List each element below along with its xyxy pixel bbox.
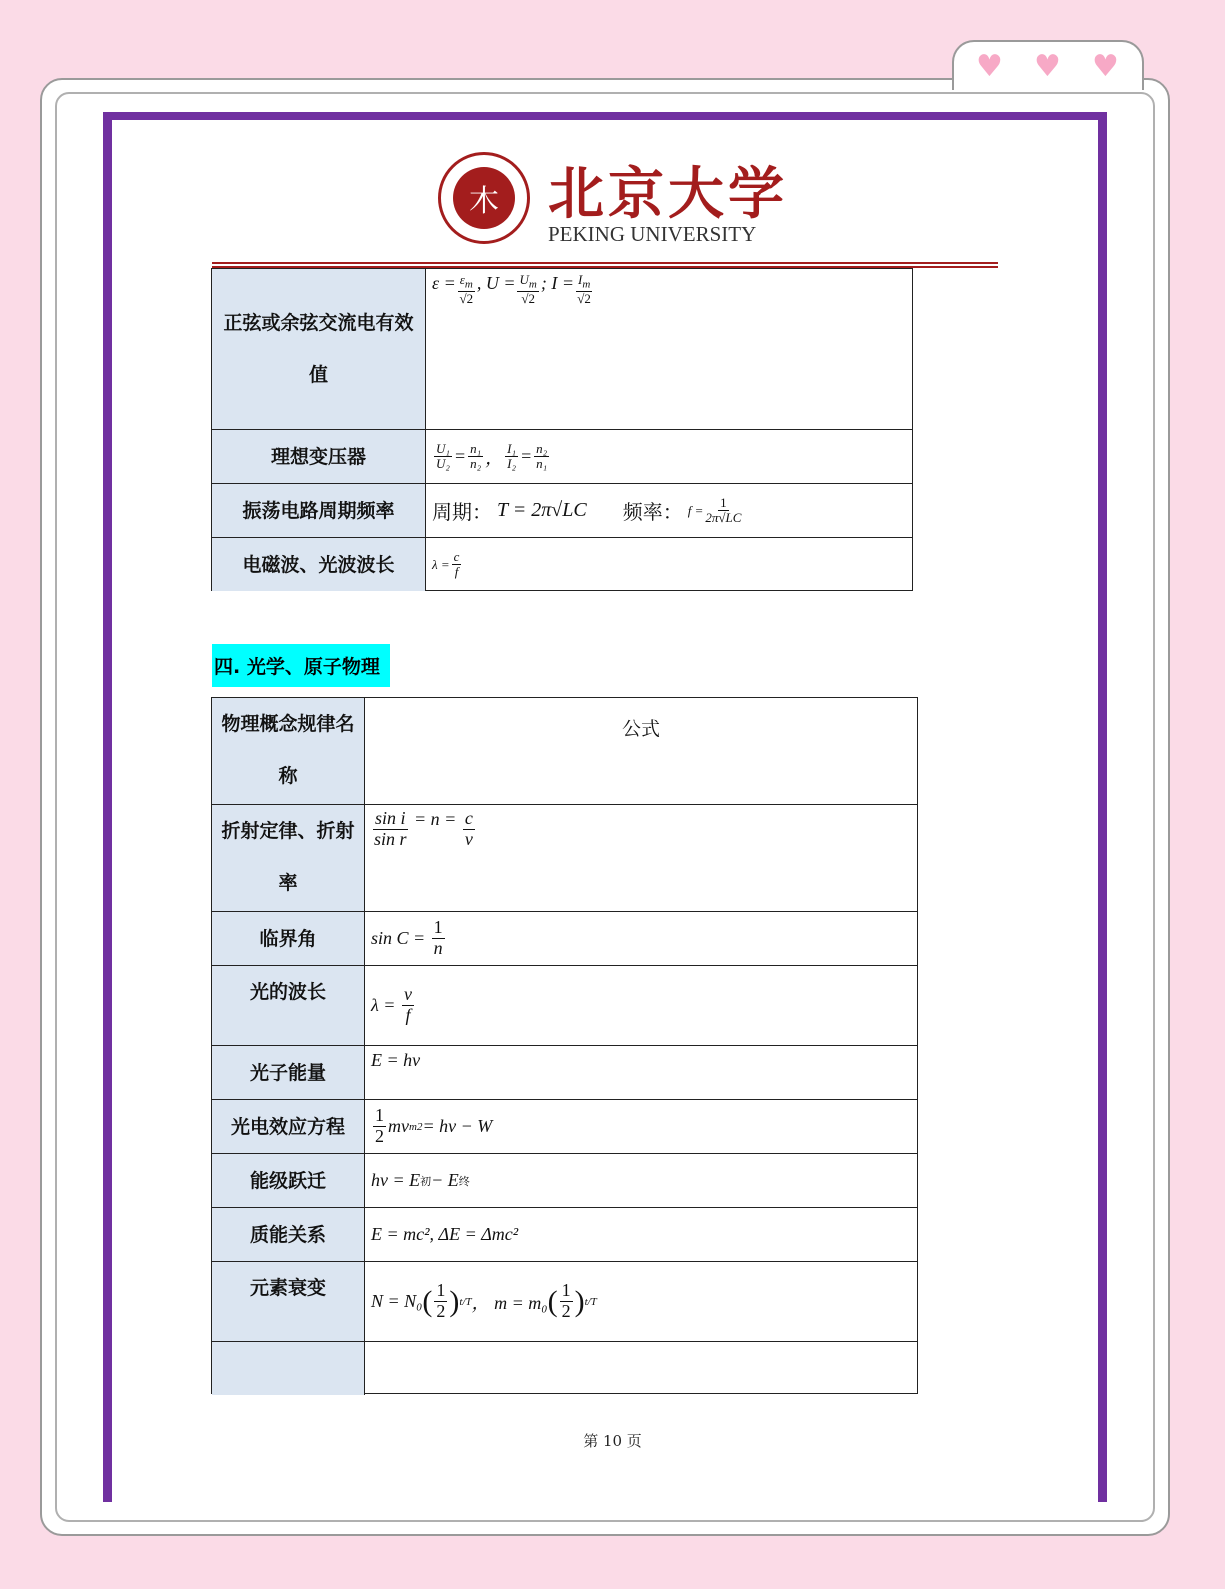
table-header-row: [212, 698, 917, 804]
formula-part: ; I =: [540, 273, 574, 293]
row-label: [212, 1342, 365, 1395]
formula: E = hν: [371, 1050, 421, 1070]
header-rule: [212, 262, 998, 264]
table-row: [212, 1153, 917, 1207]
table-row: [212, 1045, 917, 1099]
row-label: 光的波长: [212, 966, 365, 1045]
formula: λ = $\frac{c}{f}$: [432, 548, 460, 579]
table-row: [212, 804, 917, 911]
optics-table: [211, 697, 918, 1394]
table-row: [212, 1099, 917, 1153]
row-label: 电磁波、光波波长: [212, 538, 426, 591]
table-row: [212, 1207, 917, 1261]
formula: sin C = $\frac{1}{n}$: [371, 917, 443, 958]
table-row: [212, 269, 912, 429]
heart-tab: [952, 40, 1144, 90]
row-label: 临界角: [212, 912, 365, 965]
table-row: [212, 1261, 917, 1341]
university-seal: [438, 152, 530, 244]
row-label: 折射定律、折射率: [212, 805, 365, 911]
formula: 周期： T = 2π√LC 频率： f = $\frac{1}{2\pi√LC}$: [432, 494, 742, 525]
fraction: $\frac{\varepsilon_m}{√2}$: [459, 272, 474, 306]
row-label: 振荡电路周期频率: [212, 484, 426, 537]
formula: 1 2 mv m 2 = hν − W: [375, 1105, 493, 1146]
row-label: 能级跃迁: [212, 1154, 365, 1207]
row-label: 光子能量: [212, 1046, 365, 1099]
heart-icon: ♥: [976, 49, 1003, 84]
table-row: [212, 965, 917, 1045]
table-row: [212, 537, 912, 591]
row-label: 元素衰变: [212, 1262, 365, 1341]
fraction: $\frac{I_m}{√2}$: [577, 272, 591, 306]
table-row: [212, 483, 912, 537]
section-title: 四. 光学、原子物理: [212, 644, 390, 687]
formula: [426, 269, 912, 429]
header-label: 物理概念规律名称: [212, 698, 365, 804]
row-label: 质能关系: [212, 1208, 365, 1261]
formula: $\frac{\text{sin i}}{\text{sin r}}$ = n = $\frac{c}{v}$: [374, 808, 473, 849]
table-row: [212, 429, 912, 483]
formula: $\frac{\text{U₁}}{\text{U₂}}$ = $\frac{\text{n₁}}{\text{n₂}}$ ， $\frac{\text{I₁}}{\text{I₂}}$ = $\frac{\text{n₂}}{\text{n₁}}$: [436, 440, 548, 471]
row-label: 光电效应方程: [212, 1100, 365, 1153]
fraction: $\frac{U_m}{√2}$: [519, 272, 537, 306]
seal-emblem-icon: 木: [453, 167, 515, 229]
formula: hν = E 初 − E 终: [371, 1170, 470, 1190]
row-label: 正弦或余弦交流电有效值: [212, 269, 426, 429]
formula: N = N₀ ( 1 2 ) t/T ， m = m₀ ( 1 2 ) t/T: [371, 1280, 597, 1321]
heart-icon: ♥: [1034, 49, 1061, 84]
formula: λ = $\frac{v}{f}$: [371, 984, 412, 1025]
row-label: 理想变压器: [212, 430, 426, 483]
heart-icon: ♥: [1092, 49, 1119, 84]
table-row-empty: [212, 1341, 917, 1395]
logo-english: PEKING UNIVERSITY: [548, 222, 757, 246]
formula: E = mc², ΔE = Δmc²: [371, 1224, 519, 1244]
formula-part: , U =: [476, 273, 516, 293]
ac-table: [211, 268, 913, 591]
logo-chinese: 北京大学: [548, 161, 788, 227]
page-number: 第 10 页: [583, 1432, 642, 1450]
formula-part: ε =: [432, 273, 456, 293]
header-formula: 公式: [621, 718, 660, 740]
table-row: [212, 911, 917, 965]
